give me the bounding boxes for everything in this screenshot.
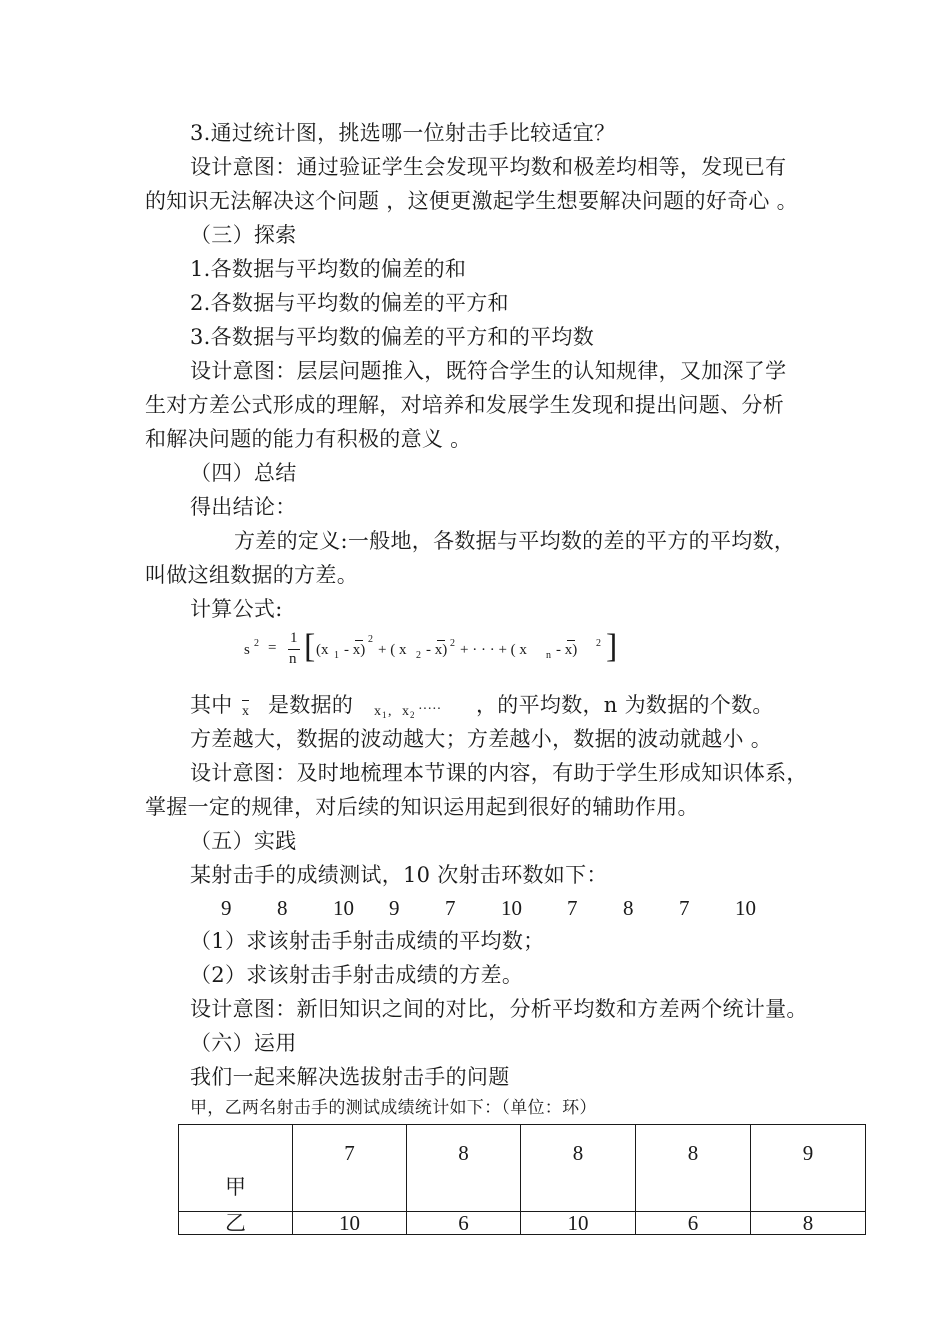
formula-equals: = bbox=[268, 640, 277, 656]
definition-line: 方差的定义:一般地，各数据与平均数的差的平方的平均数， bbox=[234, 529, 796, 553]
text-line: 1.各数据与平均数的偏差的和 bbox=[190, 257, 467, 281]
table-cell: 10 bbox=[293, 1212, 407, 1235]
text-line: 的知识无法解决这个问题 ，这便更激起学生想要解决问题的好奇心 。 bbox=[145, 189, 798, 213]
text-line: 2.各数据与平均数的偏差的平方和 bbox=[190, 291, 509, 315]
text-segment: 是数据的 bbox=[268, 693, 354, 717]
shot-score: 10 bbox=[735, 896, 756, 920]
shot-score: 7 bbox=[679, 896, 690, 920]
formula-exponent: 2 bbox=[368, 634, 373, 645]
text-line: 设计意图：层层问题推入，既符合学生的认知规律，又加深了学 bbox=[190, 359, 787, 383]
text-line: 3.各数据与平均数的偏差的平方和的平均数 bbox=[190, 325, 595, 349]
text-line: 设计意图：新旧知识之间的对比，分析平均数和方差两个统计量。 bbox=[190, 997, 808, 1021]
text-line: 设计意图：及时地梳理本节课的内容，有助于学生形成知识体系， bbox=[190, 761, 808, 785]
formula-subscript: 2 bbox=[416, 650, 421, 661]
row-label: 乙 bbox=[179, 1212, 293, 1235]
shot-score: 9 bbox=[221, 896, 232, 920]
table-cell: 6 bbox=[636, 1212, 751, 1235]
formula-term: + · · · + ( x bbox=[460, 642, 527, 658]
formula-exponent: 2 bbox=[596, 638, 601, 649]
section-heading: （四）总结 bbox=[190, 461, 297, 485]
inline-xbar: x bbox=[242, 704, 249, 719]
formula-left-bracket: [ bbox=[304, 628, 316, 665]
formula-s: s bbox=[244, 642, 250, 658]
definition-line: 叫做这组数据的方差。 bbox=[145, 563, 358, 587]
formula-exponent: 2 bbox=[254, 638, 259, 649]
inline-dots: ····· bbox=[418, 702, 442, 717]
shot-score: 8 bbox=[623, 896, 634, 920]
section-heading: （三）探索 bbox=[190, 223, 297, 247]
table-cell: 7 bbox=[293, 1125, 407, 1212]
formula-right-bracket: ] bbox=[606, 628, 618, 665]
table-cell: 8 bbox=[407, 1125, 521, 1212]
text-line: 和解决问题的能力有积极的意义 。 bbox=[145, 427, 472, 451]
formula-term: - x) bbox=[556, 642, 578, 658]
formula-term: - x) bbox=[426, 642, 448, 658]
text-line: 某射击手的成绩测试，10 次射击环数如下： bbox=[190, 863, 608, 887]
table-cell: 6 bbox=[407, 1212, 521, 1235]
inline-x2-sub: 2 bbox=[410, 710, 415, 720]
score-table bbox=[178, 1124, 866, 1235]
formula-term: - x) bbox=[344, 642, 366, 658]
inline-x1: x bbox=[374, 704, 381, 719]
question-line: （2）求该射击手射击成绩的方差。 bbox=[190, 963, 524, 987]
text-line: 得出结论： bbox=[190, 495, 297, 519]
inline-comma: , bbox=[388, 704, 392, 719]
formula-denominator: n bbox=[289, 651, 297, 667]
text-line: 方差越大，数据的波动越大；方差越小，数据的波动就越小 。 bbox=[190, 727, 773, 751]
table-cell: 9 bbox=[751, 1125, 866, 1212]
shot-score: 10 bbox=[501, 896, 522, 920]
table-cell: 10 bbox=[521, 1212, 636, 1235]
table-cell: 8 bbox=[521, 1125, 636, 1212]
shot-score: 7 bbox=[445, 896, 456, 920]
text-line: 3.通过统计图，挑选哪一位射击手比较适宜？ bbox=[190, 121, 616, 145]
text-segment: ，的平均数，n 为数据的个数。 bbox=[476, 693, 774, 717]
table-row bbox=[179, 1125, 866, 1212]
variance-formula bbox=[244, 628, 624, 672]
shot-score: 8 bbox=[277, 896, 288, 920]
inline-x2: x bbox=[402, 704, 409, 719]
shot-score: 10 bbox=[333, 896, 354, 920]
table-cell: 8 bbox=[751, 1212, 866, 1235]
text-segment: 其中 bbox=[190, 693, 233, 717]
inline-x1-sub: 1 bbox=[382, 710, 387, 720]
table-row bbox=[179, 1212, 866, 1235]
section-heading: （六）运用 bbox=[190, 1031, 297, 1055]
section-heading: （五）实践 bbox=[190, 829, 297, 853]
text-line: 设计意图：通过验证学生会发现平均数和极差均相等，发现已有 bbox=[190, 155, 787, 179]
formula-subscript: n bbox=[546, 650, 551, 661]
formula-term: + ( x bbox=[378, 642, 407, 658]
text-line: 计算公式: bbox=[190, 597, 283, 621]
question-line: （1）求该射击手射击成绩的平均数； bbox=[190, 929, 545, 953]
table-cell: 8 bbox=[636, 1125, 751, 1212]
text-line: 生对方差公式形成的理解，对培养和发展学生发现和提出问题、分析 bbox=[145, 393, 784, 417]
row-label: 甲 bbox=[179, 1125, 293, 1212]
formula-term: (x bbox=[316, 642, 329, 658]
text-line: 掌握一定的规律，对后续的知识运用起到很好的辅助作用。 bbox=[145, 795, 699, 819]
shot-score: 9 bbox=[389, 896, 400, 920]
formula-subscript: 1 bbox=[334, 650, 339, 661]
shot-score: 7 bbox=[567, 896, 578, 920]
table-caption: 甲，乙两名射击手的测试成绩统计如下：（单位：环） bbox=[190, 1098, 597, 1118]
text-line: 我们一起来解决选拔射击手的问题 bbox=[190, 1065, 510, 1089]
formula-exponent: 2 bbox=[450, 638, 455, 649]
formula-numerator: 1 bbox=[290, 630, 298, 646]
